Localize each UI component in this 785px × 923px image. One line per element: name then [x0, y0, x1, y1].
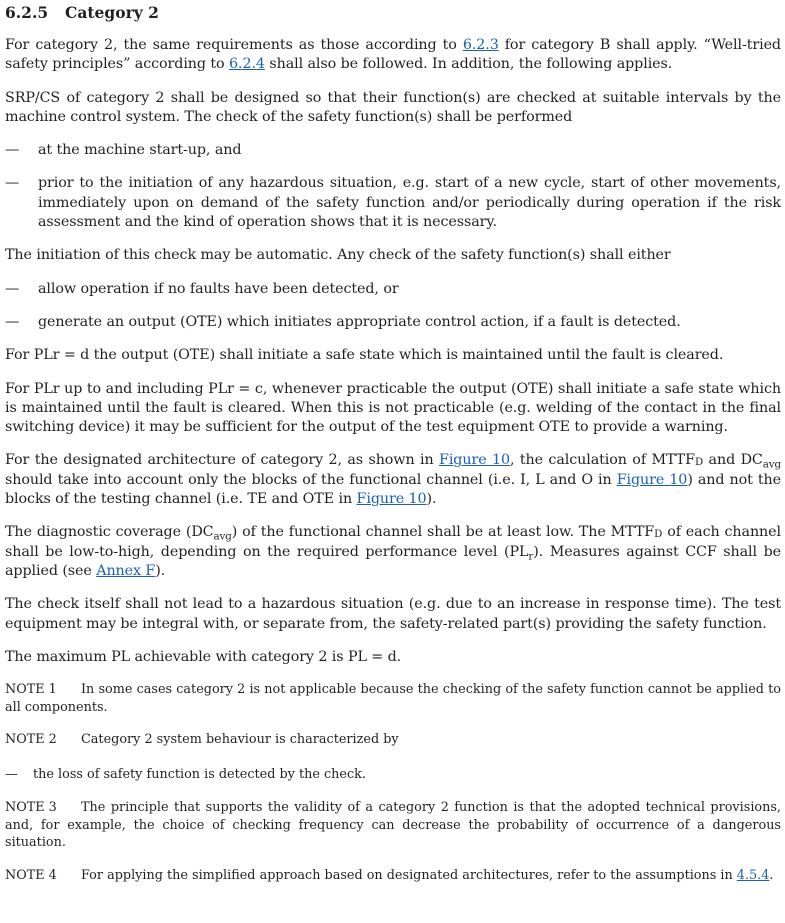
- note-label: NOTE 3: [5, 800, 57, 816]
- text-run: ).: [426, 491, 437, 508]
- text-run: and DC: [703, 452, 763, 469]
- dash-bullet: —: [5, 280, 20, 297]
- link-6-2-3[interactable]: 6.2.3: [462, 37, 499, 53]
- list-item-text: prior to the initiation of any hazardous situation, e.g. start of a new cycle, start of other movements, immediately upon on demand of the safety function and/or periodically during operation if the risk assessment and the kind of operation shows that it is necessary.: [38, 175, 781, 231]
- text-run: should take into account only the blocks of the functional channel (i.e. I, L and O in: [5, 471, 617, 488]
- list-item-text: generate an output (OTE) which initiates appropriate control action, if a fault is detected.: [38, 313, 681, 330]
- note-label: NOTE 2: [5, 732, 57, 748]
- link-4-5-4[interactable]: 4.5.4: [736, 867, 770, 883]
- section-heading: [5, 2, 781, 23]
- note-4: [5, 867, 781, 885]
- text-run: , the calculation of MTTF: [510, 452, 695, 469]
- text-run: .: [769, 867, 774, 883]
- list-item-generate: [5, 313, 781, 332]
- text-run: ).: [155, 562, 166, 579]
- document-page: [0, 2, 785, 923]
- list-item-allow: [5, 280, 781, 299]
- list-item-startup: [5, 141, 781, 160]
- note-2: [5, 731, 781, 749]
- dash-bullet: —: [5, 142, 20, 159]
- note-text: The principle that supports the validity of a category 2 function is that the adopted technical provisions, and, for example, the choice of checking frequency can decrease the probability of occurrence of a dangerous situation.: [5, 800, 781, 851]
- section-title: Category 2: [65, 3, 159, 22]
- dash-bullet: —: [5, 766, 18, 782]
- note-label: NOTE 4: [5, 867, 57, 883]
- text-run: for category B shall apply. “Well-tried safety principles” according to: [5, 37, 781, 73]
- paragraph-initiation: The initiation of this check may be automatic. Any check of the safety function(s) shall either: [5, 247, 671, 264]
- note-label: NOTE 1: [5, 682, 57, 698]
- link-figure-10[interactable]: Figure 10: [356, 491, 427, 508]
- note-3: [5, 799, 781, 852]
- text-run: For category 2, the same requirements as those according to: [5, 37, 463, 53]
- subscript: avg: [213, 530, 232, 543]
- note-text: For applying the simplified approach based on designated architectures, refer to the assumptions in: [81, 867, 737, 883]
- note-text: Category 2 system behaviour is characterized by: [81, 732, 399, 748]
- text-run: ). Measures against CCF shall be applied (see: [5, 543, 781, 579]
- text-run: The diagnostic coverage (DC: [5, 524, 214, 541]
- text-run: ) of the functional channel shall be at least low. The MTTF: [231, 524, 655, 541]
- list-item-hazard: [5, 174, 781, 232]
- link-figure-10[interactable]: Figure 10: [616, 471, 688, 488]
- note-1: [5, 681, 781, 716]
- link-figure-10[interactable]: Figure 10: [439, 452, 510, 469]
- dash-bullet: —: [5, 175, 20, 192]
- paragraph-plr-d: For PLr = d the output (OTE) shall initiate a safe state which is maintained until the fault is cleared.: [5, 347, 724, 364]
- paragraph-plr-c: For PLr up to and including PLr = c, whenever practicable the output (OTE) shall initiate a safe state which is maintained until the fault is cleared. When this is not practicable (e.g. welding of the contact in the final switching device) it may be sufficient for the output of the test equipment OTE to provide a warning.: [5, 380, 781, 436]
- list-item-text: allow operation if no faults have been detected, or: [38, 280, 399, 297]
- text-run: For the designated architecture of category 2, as shown in: [5, 452, 440, 469]
- paragraph-max-pl: The maximum PL achievable with category 2 is PL = d.: [5, 648, 402, 665]
- paragraph-check-itself: The check itself shall not lead to a hazardous situation (e.g. due to an increase in response time). The test equipment may be integral with, or separate from, the safety-related part(s) providing the safety function.: [5, 596, 781, 632]
- text-run: of each channel shall be low-to-high, depending on the required performance level (PL: [5, 524, 782, 560]
- subscript: r: [528, 550, 534, 563]
- subscript: avg: [762, 459, 781, 472]
- subscript: D: [654, 528, 663, 541]
- paragraph-intro: [5, 36, 781, 75]
- paragraph-check-intervals: SRP/CS of category 2 shall be designed so that their function(s) are checked at suitable intervals by the machine control system. The check of the safety function(s) shall be performed: [5, 89, 781, 125]
- subscript: D: [694, 456, 704, 469]
- dash-bullet: —: [5, 313, 20, 330]
- section-number: 6.2.5: [5, 3, 49, 22]
- note-bullet-text: the loss of safety function is detected by the check.: [33, 766, 366, 782]
- paragraph-architecture: [5, 451, 781, 509]
- paragraph-diagnostic-coverage: [5, 523, 781, 581]
- text-run: ) and not the blocks of the testing channel (i.e. TE and OTE in: [5, 471, 781, 508]
- link-6-2-4[interactable]: 6.2.4: [229, 56, 265, 73]
- text-run: shall also be followed. In addition, the following applies.: [264, 56, 673, 73]
- note-2-bullet: [5, 766, 781, 784]
- list-item-text: at the machine start-up, and: [38, 142, 242, 159]
- link-annex-f[interactable]: Annex F: [96, 562, 156, 579]
- note-text: In some cases category 2 is not applicable because the checking of the safety function cannot be applied to all components.: [5, 682, 781, 715]
